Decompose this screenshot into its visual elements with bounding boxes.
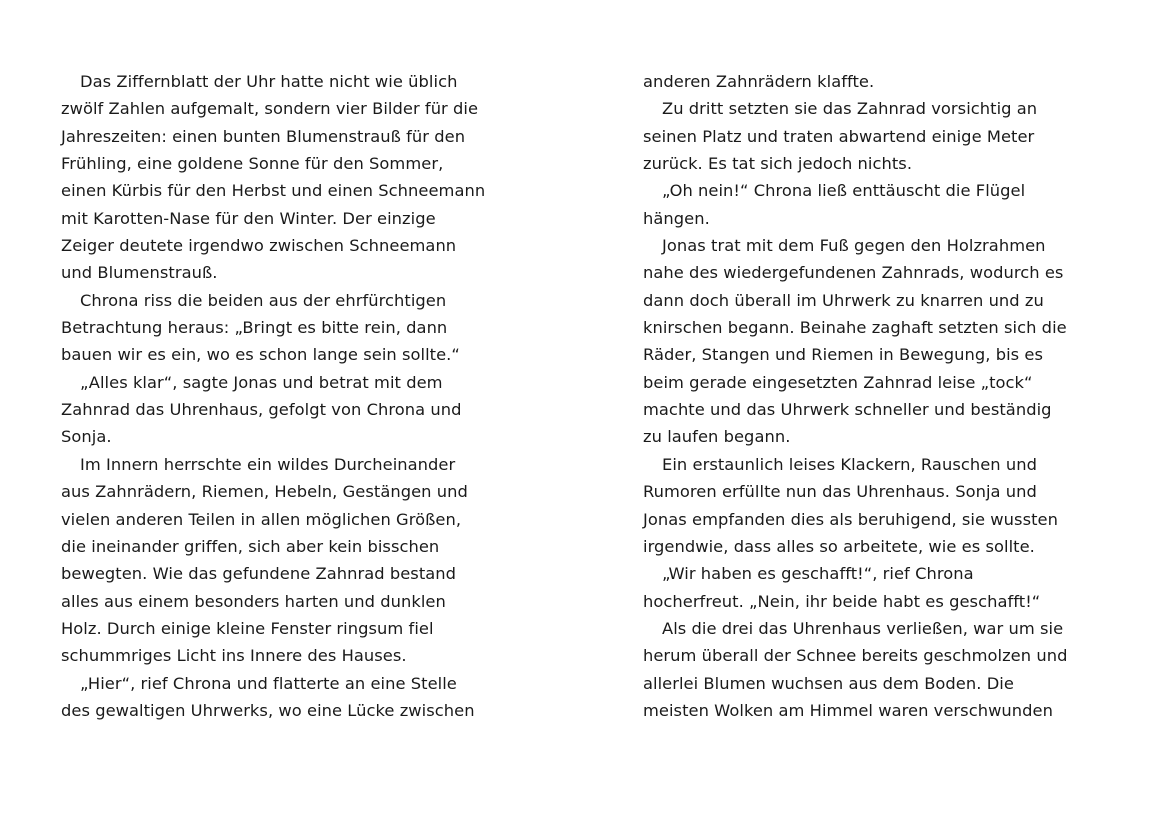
text-line: aus Zahnrädern, Riemen, Hebeln, Gestängen und xyxy=(61,482,468,502)
text-line: des gewaltigen Uhrwerks, wo eine Lücke zwischen xyxy=(61,700,475,720)
text-line: Holz. Durch einige kleine Fenster ringsum fiel xyxy=(61,618,434,638)
text-line: zurück. Es tat sich jedoch nichts. xyxy=(643,154,913,174)
text-line: vielen anderen Teilen in allen möglichen Größen, xyxy=(61,509,462,529)
text-line: bauen wir es ein, wo es schon lange sein sollte.“ xyxy=(61,345,460,365)
text-line: Chrona riss die beiden aus der ehrfürchtigen xyxy=(80,290,447,310)
text-line: Im Innern herrschte ein wildes Durcheinander xyxy=(80,454,456,474)
text-line: herum überall der Schnee bereits geschmolzen und xyxy=(643,646,1068,666)
text-line: Zu dritt setzten sie das Zahnrad vorsichtig an xyxy=(662,99,1038,119)
text-line: alles aus einem besonders harten und dunklen xyxy=(61,591,446,611)
text-line: Jonas trat mit dem Fuß gegen den Holzrahmen xyxy=(662,236,1046,256)
text-line: „Oh nein!“ Chrona ließ enttäuscht die Flügel xyxy=(662,181,1026,201)
text-line: hocherfreut. „Nein, ihr beide habt es geschafft!“ xyxy=(643,591,1041,611)
text-line: machte und das Uhrwerk schneller und beständig xyxy=(643,400,1052,420)
text-line: zu laufen begann. xyxy=(643,427,791,447)
text-line: Ein erstaunlich leises Klackern, Rauschen und xyxy=(662,454,1038,474)
text-line: dann doch überall im Uhrwerk zu knarren und zu xyxy=(643,290,1044,310)
text-line: Jahreszeiten: einen bunten Blumenstrauß für den xyxy=(61,126,466,146)
text-line: Frühling, eine goldene Sonne für den Sommer, xyxy=(61,154,444,174)
text-line: mit Karotten-Nase für den Winter. Der einzige xyxy=(61,208,436,228)
text-line: Betrachtung heraus: „Bringt es bitte rein, dann xyxy=(61,318,448,338)
text-line: anderen Zahnrädern klaffte. xyxy=(643,72,875,91)
text-line: Jonas empfanden dies als beruhigend, sie wussten xyxy=(643,509,1058,529)
text-line: Räder, Stangen und Riemen in Bewegung, bis es xyxy=(643,345,1044,365)
left-page xyxy=(61,68,531,724)
text-line: Als die drei das Uhrenhaus verließen, war um sie xyxy=(662,618,1064,638)
text-line: nahe des wiedergefundenen Zahnrads, wodurch es xyxy=(643,263,1064,283)
text-line: und Blumenstrauß. xyxy=(61,263,218,283)
text-line: bewegten. Wie das gefundene Zahnrad bestand xyxy=(61,564,457,584)
text-line: allerlei Blumen wuchsen aus dem Boden. Die xyxy=(643,673,1014,693)
text-line: die ineinander griffen, sich aber kein bisschen xyxy=(61,536,440,556)
text-line: „Hier“, rief Chrona und flatterte an eine Stelle xyxy=(80,673,457,693)
text-line: Zahnrad das Uhrenhaus, gefolgt von Chrona und xyxy=(61,400,462,420)
text-line: Zeiger deutete irgendwo zwischen Schneemann xyxy=(61,236,457,256)
text-line: Sonja. xyxy=(61,427,112,447)
right-page xyxy=(643,68,1113,724)
text-line: beim gerade eingesetzten Zahnrad leise „tock“ xyxy=(643,372,1033,392)
text-line: Das Ziffernblatt der Uhr hatte nicht wie üblich xyxy=(80,72,458,91)
text-line: zwölf Zahlen aufgemalt, sondern vier Bilder für die xyxy=(61,99,479,119)
text-line: hängen. xyxy=(643,208,710,228)
text-line: „Alles klar“, sagte Jonas und betrat mit dem xyxy=(80,372,443,392)
text-line: knirschen begann. Beinahe zaghaft setzten sich die xyxy=(643,318,1067,338)
text-line: seinen Platz und traten abwartend einige Meter xyxy=(643,126,1035,146)
text-line: meisten Wolken am Himmel waren verschwunden xyxy=(643,700,1053,720)
text-line: „Wir haben es geschafft!“, rief Chrona xyxy=(662,564,974,584)
text-line: schummriges Licht ins Innere des Hauses. xyxy=(61,646,407,666)
text-line: irgendwie, dass alles so arbeitete, wie es sollte. xyxy=(643,536,1035,556)
text-line: einen Kürbis für den Herbst und einen Schneemann xyxy=(61,181,486,201)
text-line: Rumoren erfüllte nun das Uhrenhaus. Sonja und xyxy=(643,482,1037,502)
